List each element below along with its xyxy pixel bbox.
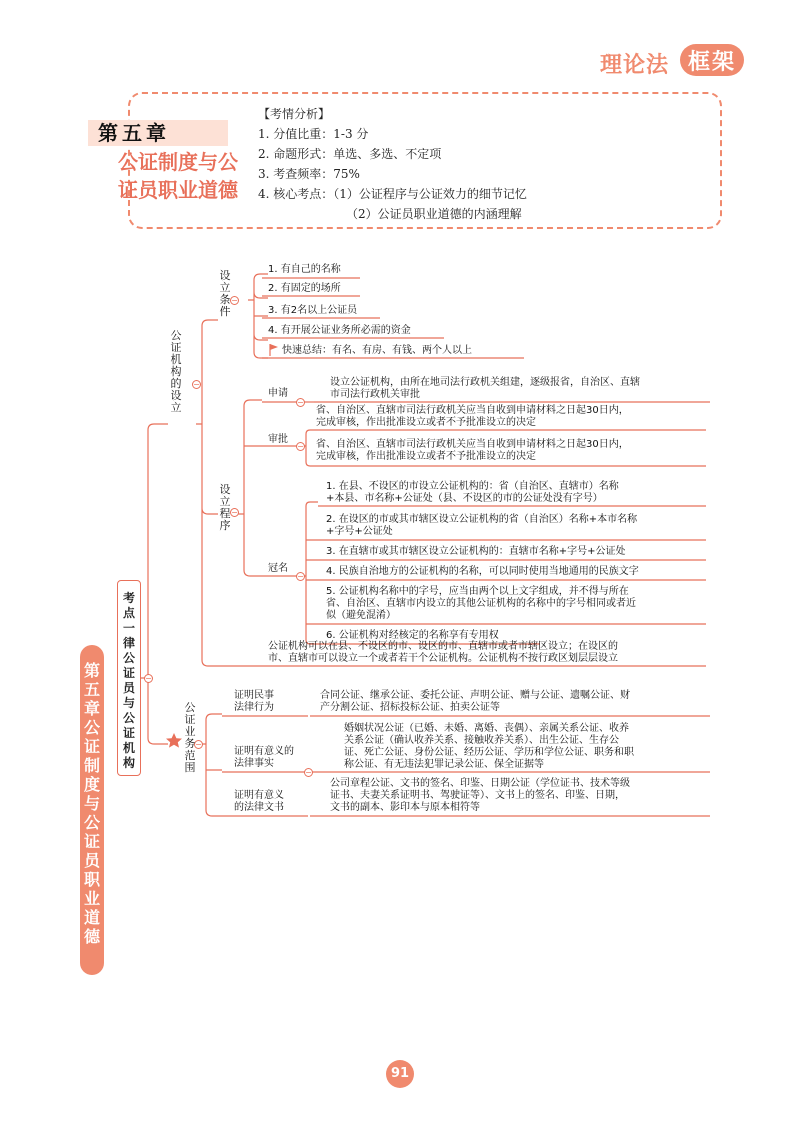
collapse-toggle[interactable]: − [193,380,200,389]
text-line: 5. 公证机构名称中的字号，应当由两个以上文字组成，并不得与所在 [326,586,629,597]
naming-item [326,514,637,538]
text-line: 法律事实 [234,758,274,769]
apply-label: 申请 [268,388,288,399]
text-line: 省、自治区、直辖市内设立的其他公证机构的名称中的字号相同或者近 [326,598,636,609]
naming-item: 6. 公证机构对经核定的名称享有专用权 [326,630,499,641]
naming-item [326,586,636,622]
text-line: +字号+公证处 [326,526,393,537]
analysis-line: 2. 命题形式：单选、多选、不定项 [258,147,442,161]
analysis-heading: 【考情分析】 [258,107,331,121]
page-number: 91 [386,1060,414,1088]
setup-item: 4. 有开展公证业务所必需的资金 [268,325,411,336]
text-line: 1. 在县、不设区的市设立公证机构的：省（自治区、直辖市）名称 [326,481,619,492]
setup-procedure-label: 设立程序 [219,483,231,532]
key-point-box: 考点一 律公证员与公证机构 [117,580,141,776]
scope-act-text [320,690,630,714]
naming-label: 冠名 [268,563,288,574]
analysis-line: 1. 分值比重：1-3 分 [258,127,369,141]
text-line: 市司法行政机关审批 [330,389,420,400]
star-icon [166,733,182,748]
scope-doc-text [330,778,630,814]
text-line: +本县、市名称+公证处（县、不设区的市的公证处没有字号） [326,493,603,504]
approve-label: 审批 [268,434,288,445]
text-line: 证、死亡公证、身份公证、经历公证、学历和学位公证、职务和职 [344,747,634,758]
text-line: 证明民事 [234,690,274,701]
naming-item [326,481,619,505]
analysis-line: 3. 考查频率：75% [258,167,360,181]
text-line: 设立公证机构，由所在地司法行政机关组建，逐级报省，自治区、直辖 [330,377,640,388]
scope-fact-text [344,723,634,771]
text-line: 证明有意义的 [234,746,294,757]
collapse-toggle[interactable]: − [297,572,304,581]
text-line: 称公证、有无违法犯罪记录公证、保全证据等 [344,759,544,770]
naming-item: 4. 民族自治地方的公证机构的名称，可以同时使用当地通用的民族文字 [326,566,639,577]
city-setup-text [268,641,618,665]
collapse-toggle[interactable]: − [231,296,238,305]
scope-fact-label [234,746,294,770]
setup-item: 2. 有固定的场所 [268,283,341,294]
text-line: 似（避免混淆） [326,610,396,621]
text-line: 完成审核，作出批准设立或者不予批准设立的决定 [316,417,536,428]
chapter-side-tab: 第五章 公证制度与公证员职业道德 [80,645,104,975]
text-line: 产分割公证、招标投标公证、拍卖公证等 [320,702,500,713]
text-line: 市、直辖市可以设立一个或者若干个公证机构。公证机构不按行政区划层层设立 [268,653,618,664]
setup-conditions-label: 设立条件 [219,269,231,318]
text-line: 婚姻状况公证（已婚、未婚、离婚、丧偶）、亲属关系公证、收养 [344,723,629,734]
brand-text: 理论法 [600,53,670,78]
setup-item: 1. 有自己的名称 [268,264,341,275]
branch-setup-label: 公证机构的设立 [170,329,182,414]
text-line: 省、自治区、直辖市司法行政机关应当自收到申请材料之日起30日内， [316,405,629,416]
text-line: 的法律文书 [234,802,284,813]
collapse-toggle[interactable]: − [145,674,152,683]
text-line: 文书的副本、影印本与原本相符等 [330,802,480,813]
flag-icon [270,344,278,356]
apply-text [330,377,640,401]
text-line: 合同公证、继承公证、委托公证、声明公证、赠与公证、遗嘱公证、财 [320,690,630,701]
text-line: 2. 在设区的市或其市辖区设立公证机构的省（自治区）名称+本市名称 [326,514,638,525]
text-line: 省、自治区、直辖市司法行政机关应当自收到申请材料之日起30日内， [316,439,629,450]
chapter-name-line2: 证员职业道德 [118,178,238,202]
text-line: 公证机构可以在县、不设区的市、设区的市、直辖市或者市辖区设立；在设区的 [268,641,618,652]
collapse-toggle[interactable]: − [305,768,312,777]
approve-text [316,439,629,463]
scope-doc-label [234,790,284,814]
text-line: 证明有意义 [234,790,284,801]
setup-item: 3. 有2名以上公证员 [268,305,358,316]
chapter-name-line1: 公证制度与公 [118,150,238,174]
analysis-line: 4. 核心考点：（1）公证程序与公证效力的细节记忆 [258,187,527,201]
branch-scope-label: 公证业务范围 [184,701,196,774]
text-line: 证书、夫妻关系证明书、驾驶证等）、文书上的签名、印鉴、日期， [330,790,625,801]
text-line: 关系公证（确认收养关系、接触收养关系）、出生公证、生存公 [344,735,619,746]
approve-text [316,405,629,429]
naming-item: 3. 在直辖市或其市辖区设立公证机构的：直辖市名称+字号+公证处 [326,546,626,557]
brand-badge-text: 框架 [687,49,736,75]
collapse-toggle[interactable]: − [231,508,238,517]
collapse-toggle[interactable]: − [195,740,202,749]
analysis-line: （2）公证员职业道德的内涵理解 [346,207,522,221]
collapse-toggle[interactable]: − [297,398,304,407]
chapter-number: 第五章 [98,121,170,145]
scope-act-label [234,690,274,714]
setup-summary: 快速总结：有名、有房、有钱、两个人以上 [282,345,472,356]
collapse-toggle[interactable]: − [297,442,304,451]
text-line: 完成审核，作出批准设立或者不予批准设立的决定 [316,451,536,462]
text-line: 法律行为 [234,702,274,713]
text-line: 公司章程公证、文书的签名、印鉴、日期公证（学位证书、技术等级 [330,778,630,789]
